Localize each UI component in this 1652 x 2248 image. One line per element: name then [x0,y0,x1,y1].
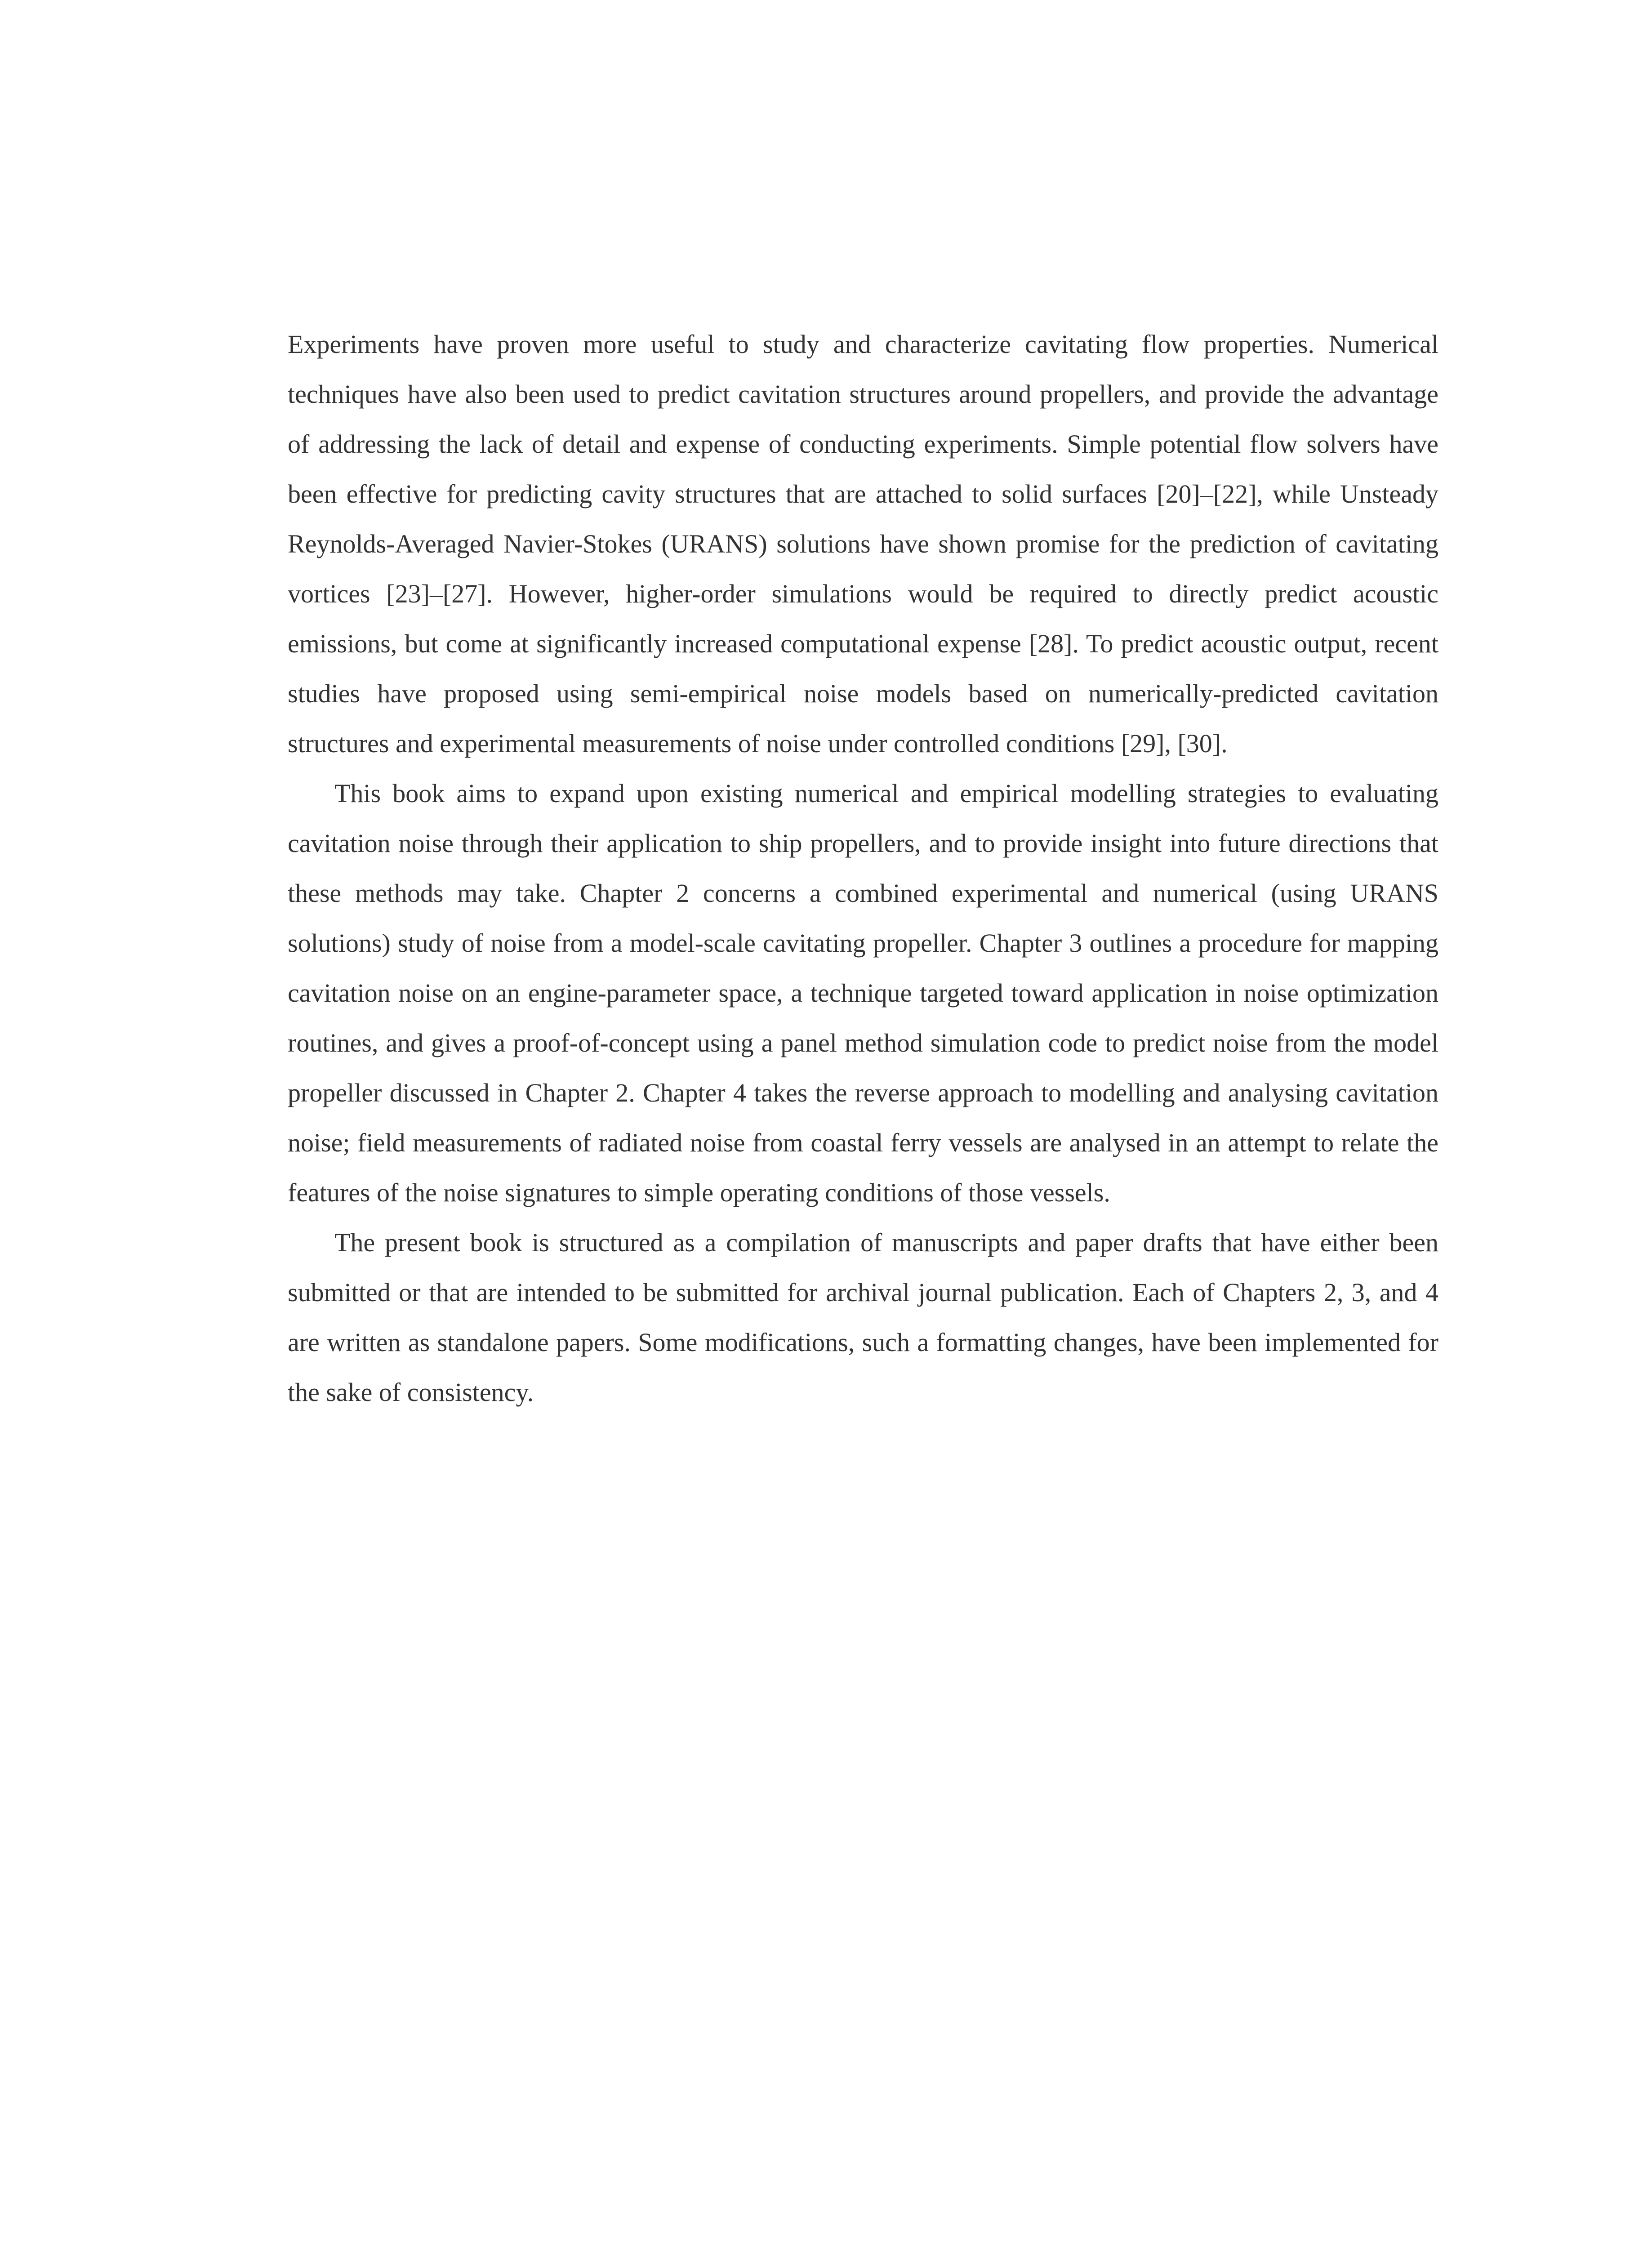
body-text [288,319,1438,1417]
paragraph-2: This book aims to expand upon existing numerical and empirical modelling strategies to evaluating cavitation noise through their application to ship propellers, and to provide insight into future directions that these methods may take. Chapter 2 concerns a combined experimental and numerical (using URANS solutions) study of noise from a model-scale cavitating propeller. Chapter 3 outlines a procedure for mapping cavitation noise on an engine-parameter space, a technique targeted toward application in noise optimization routines, and gives a proof-of-concept using a panel method simulation code to predict noise from the model propeller discussed in Chapter 2. Chapter 4 takes the reverse approach to modelling and analysing cavitation noise; field measurements of radiated noise from coastal ferry vessels are analysed in an attempt to relate the features of the noise signatures to simple operating conditions of those vessels. [288,779,1438,1207]
paragraph-1: Experiments have proven more useful to study and characterize cavitating flow properties. Numerical techniques have also been used to predict cavitation structures around propellers, and provide the advantage of addressing the lack of detail and expense of conducting experiments. Simple potential flow solvers have been effective for predicting cavity structures that are attached to solid surfaces [20]–[22], while Unsteady Reynolds-Averaged Navier-Stokes (URANS) solutions have shown promise for the prediction of cavitating vortices [23]–[27]. However, higher-order simulations would be required to directly predict acoustic emissions, but come at significantly increased computational expense [28]. To predict acoustic output, recent studies have proposed using semi-empirical noise models based on numerically-predicted cavitation structures and experimental measurements of noise under controlled conditions [29], [30]. [288,330,1438,758]
paragraph-3: The present book is structured as a compilation of manuscripts and paper drafts that have either been submitted or that are intended to be submitted for archival journal publication. Each of Chapters 2, 3, and 4 are written as standalone papers. Some modifications, such a formatting changes, have been implemented for the sake of consistency. [288,1228,1438,1407]
